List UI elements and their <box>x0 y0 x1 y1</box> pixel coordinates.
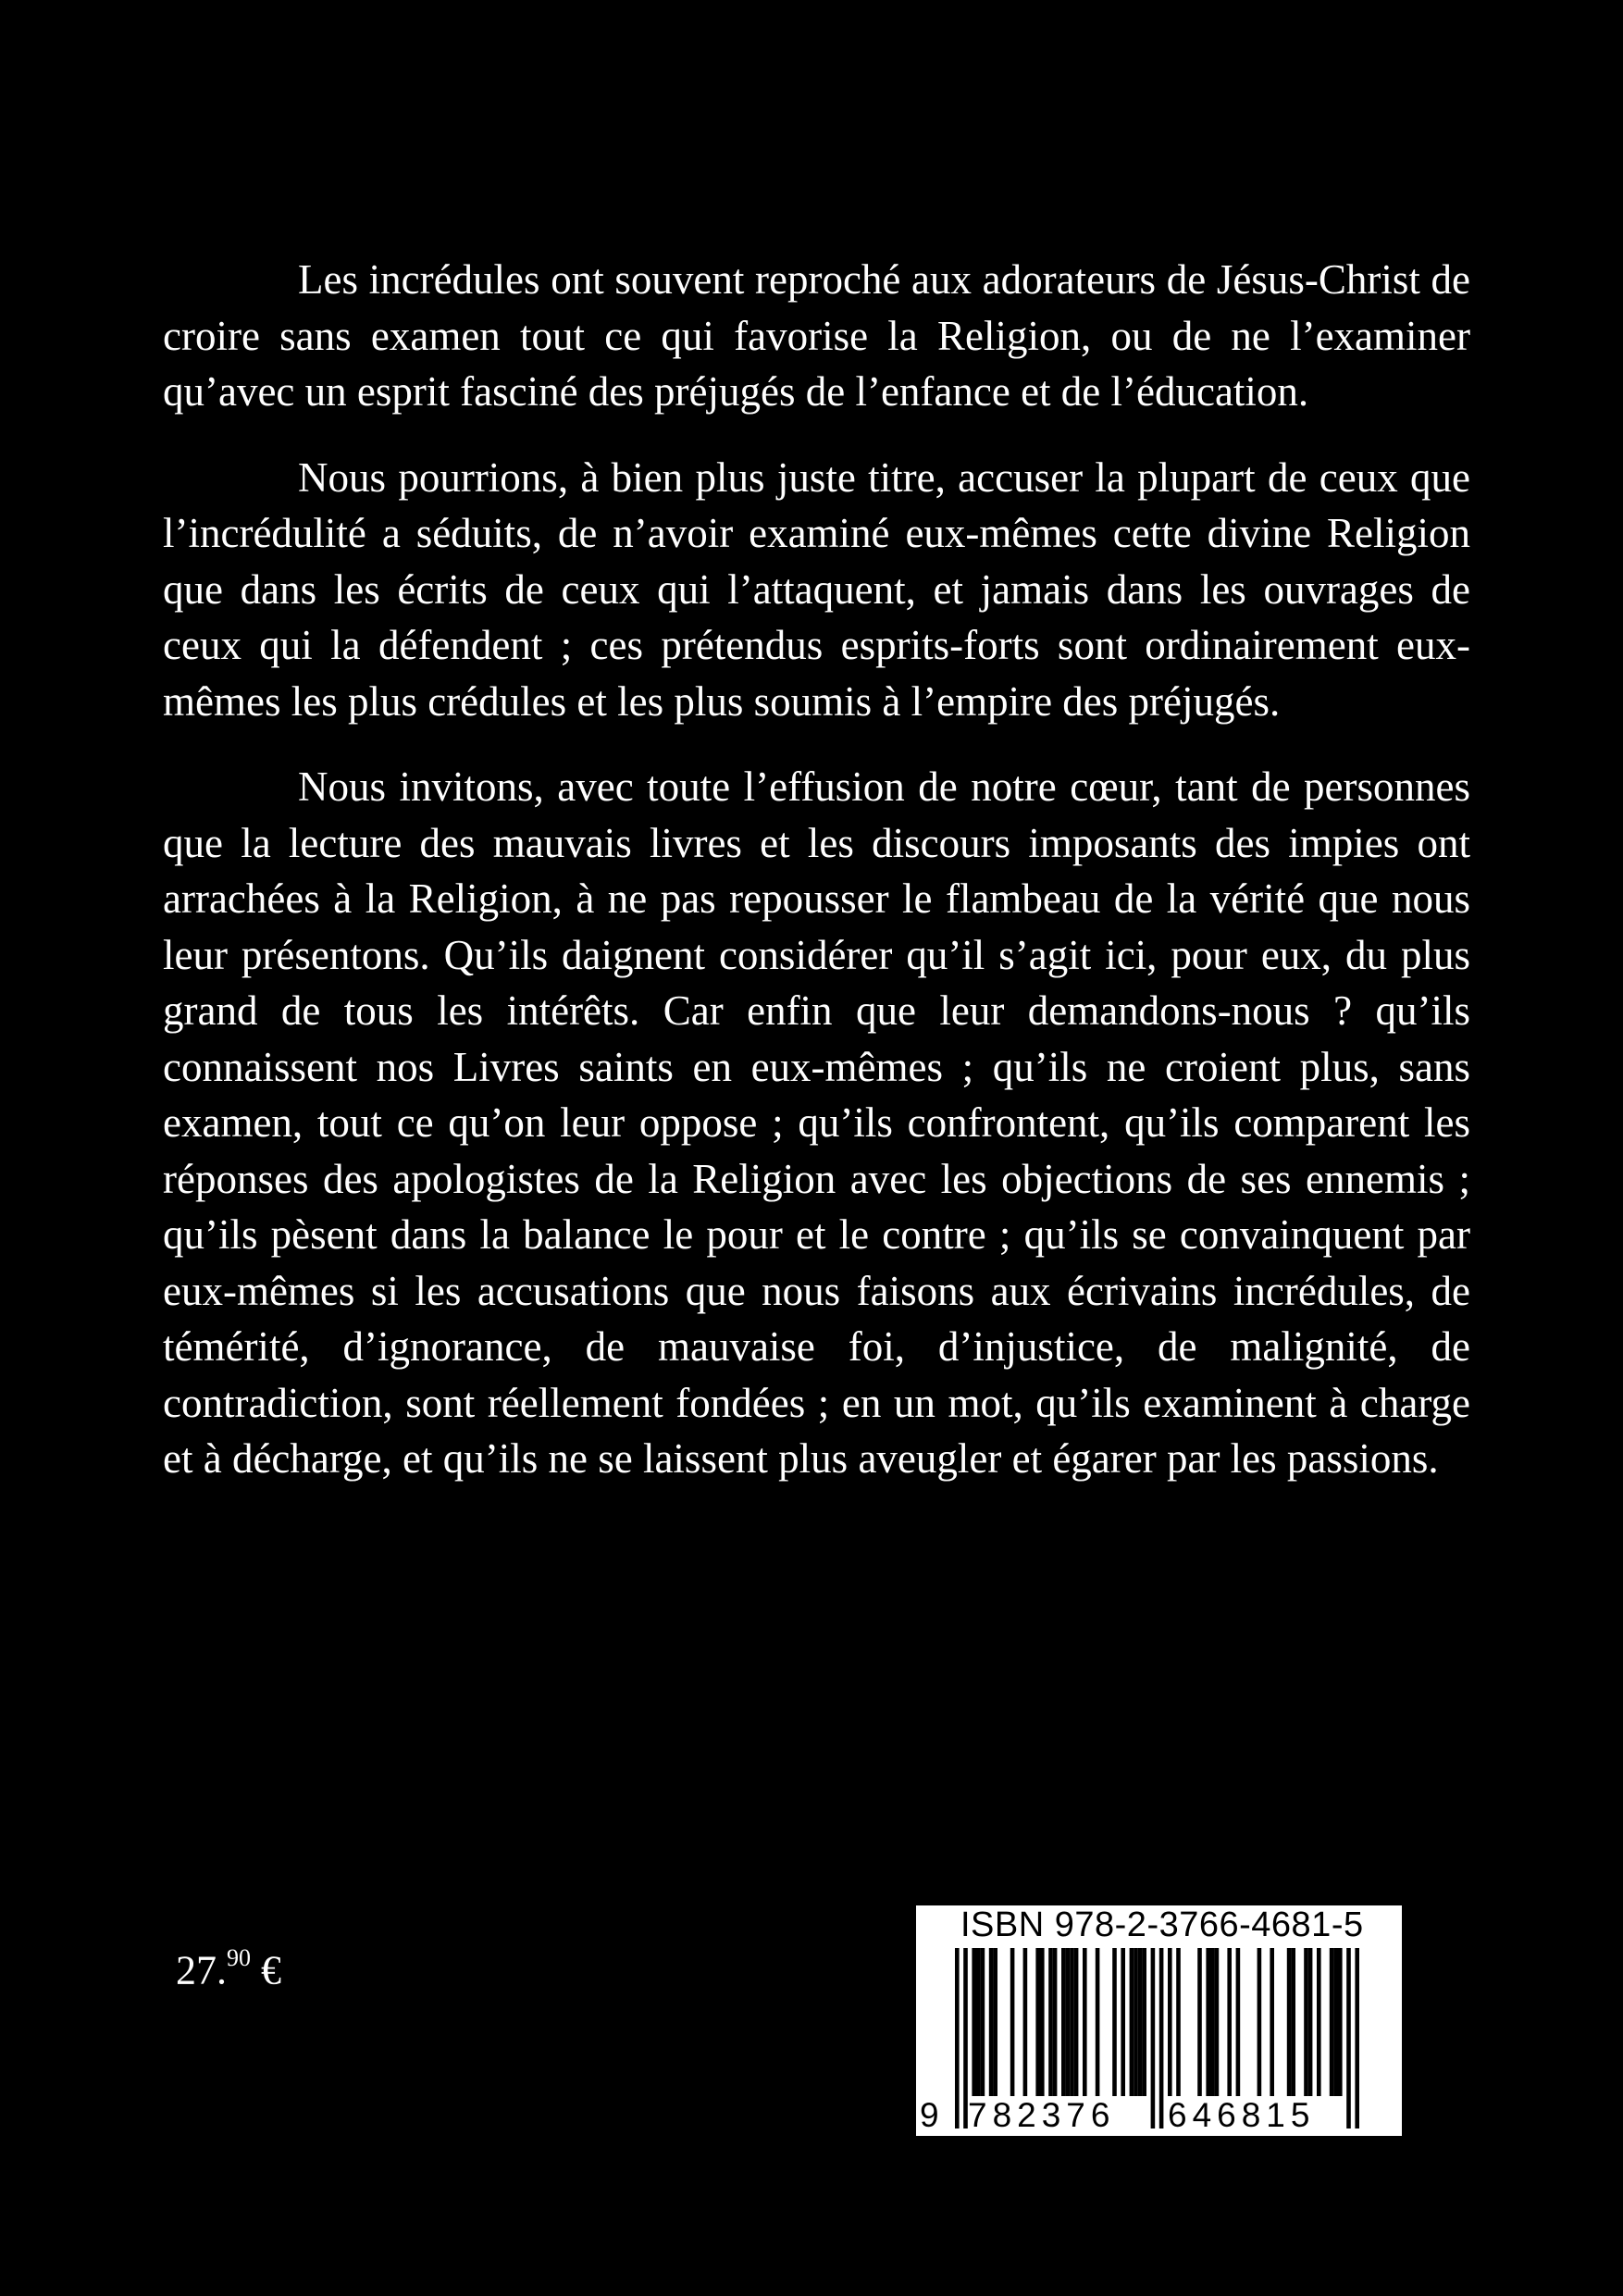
barcode-bar <box>1338 1948 1343 2096</box>
barcode-bar <box>1061 1948 1066 2096</box>
barcode-guard-bar <box>1346 1948 1351 2128</box>
barcode-bar <box>1197 1948 1202 2096</box>
barcode-bar <box>1066 1948 1071 2096</box>
barcode-digit-first: 9 <box>920 2096 945 2134</box>
barcode-bar <box>1176 1948 1181 2096</box>
barcode-bar <box>981 1948 985 2096</box>
barcode-bar <box>1040 1948 1045 2096</box>
barcode-bar <box>1236 1948 1241 2096</box>
barcode-guard-bar <box>1159 1948 1164 2128</box>
blurb-text <box>163 252 1470 1517</box>
barcode-bar <box>1096 1948 1100 2096</box>
barcode-digits-right: 646815 <box>1168 2096 1316 2134</box>
barcode-guard-bar <box>955 1948 960 2128</box>
barcode-bar <box>1112 1948 1117 2096</box>
barcode-bar <box>1074 1948 1079 2096</box>
barcode-bar <box>1206 1948 1210 2096</box>
blurb-paragraph-2: Nous pourrions, à bien plus juste titre, accuser la plupart de ceux que l’incrédulité a séduits, de n’avoir examiné eux-mêmes cette divine Religion que dans les écrits de ceux qui l’attaquent, et jamais dans les ouvrages de ceux qui la défendent ; ces prétendus esprits-forts sont ordinairement eux-mêmes les plus crédules et les plus soumis à l’empire des préjugés. <box>163 453 1470 725</box>
barcode-bar <box>1053 1948 1058 2096</box>
barcode-bar <box>1291 1948 1295 2096</box>
barcode-bar <box>1083 1948 1087 2096</box>
barcode-bar <box>1287 1948 1292 2096</box>
barcode-bar <box>1121 1948 1125 2096</box>
barcode-bar <box>1134 1948 1138 2096</box>
barcode-bar <box>1130 1948 1134 2096</box>
isbn-label: ISBN 978-2-3766-4681-5 <box>960 1905 1364 1944</box>
barcode-guard-bar <box>1355 1948 1359 2128</box>
blurb-paragraph-3: Nous invitons, avec toute l’effusion de notre cœur, tant de personnes que la lecture des mauvais livres et les discours imposants des impies ont arrachées à la Religion, à ne pas repousser le flambeau de la vérité que nous leur présentons. Qu’ils daignent considérer qu’il s’agit ici, pour eux, du plus grand de tous les intérêts. Car enfin que leur demandons-nous ? qu’ils connaissent nos Livres saints en eux-mêmes ; qu’ils ne croient plus, sans examen, tout ce qu’on leur oppose ; qu’ils confrontent, qu’ils comparent les réponses des apologistes de la Religion avec les objections de ses ennemis ; qu’ils pèsent dans la balance le pour et le contre ; qu’ils se convainquent par eux-mêmes si les accusations que nous faisons aux écrivains incrédules, de témérité, d’ignorance, de mauvaise foi, d’injustice, de malignité, de contradiction, sont réellement fondées ; en un mot, qu’ils examinent à charge et à décharge, et qu’ils ne se laissent plus aveugler et égarer par les passions. <box>163 763 1470 1482</box>
barcode-bar <box>989 1948 994 2096</box>
isbn-barcode <box>916 1905 1402 2136</box>
barcode-bar <box>976 1948 981 2096</box>
barcode-bar <box>1010 1948 1015 2096</box>
barcode-bar <box>972 1948 976 2096</box>
barcode-bar <box>1333 1948 1338 2096</box>
price-label <box>176 1939 281 1994</box>
price-whole: 27. <box>176 1947 227 1993</box>
barcode-bar <box>1317 1948 1321 2096</box>
barcode-bar <box>1048 1948 1053 2096</box>
barcode-bar <box>1138 1948 1143 2096</box>
barcode-guard-bar <box>1151 1948 1156 2128</box>
barcode-bar <box>1308 1948 1313 2096</box>
blurb-paragraph-1: Les incrédules ont souvent reproché aux adorateurs de Jésus-Christ de croire sans examen tout ce qui favorise la Religion, ou de ne l’examiner qu’avec un esprit fasciné des préjugés de l’enfance et de l’éducation. <box>163 256 1470 415</box>
barcode-digits-left: 782376 <box>968 2096 1116 2134</box>
barcode-bar <box>993 1948 997 2096</box>
price-cents: 90 <box>227 1944 251 1971</box>
barcode-bar <box>1304 1948 1308 2096</box>
barcode-bar <box>1023 1948 1028 2096</box>
barcode-bar <box>1227 1948 1232 2096</box>
barcode-bar <box>1168 1948 1172 2096</box>
barcode-bar <box>1215 1948 1220 2096</box>
barcode-bar <box>1142 1948 1146 2096</box>
barcode-bar <box>1070 1948 1074 2096</box>
barcode-bar <box>1210 1948 1215 2096</box>
price-currency: € <box>261 1947 281 1993</box>
barcode-bar <box>1035 1948 1040 2096</box>
barcode-bar <box>1258 1948 1262 2096</box>
barcode-bar <box>1270 1948 1274 2096</box>
barcode-bar <box>1330 1948 1334 2096</box>
